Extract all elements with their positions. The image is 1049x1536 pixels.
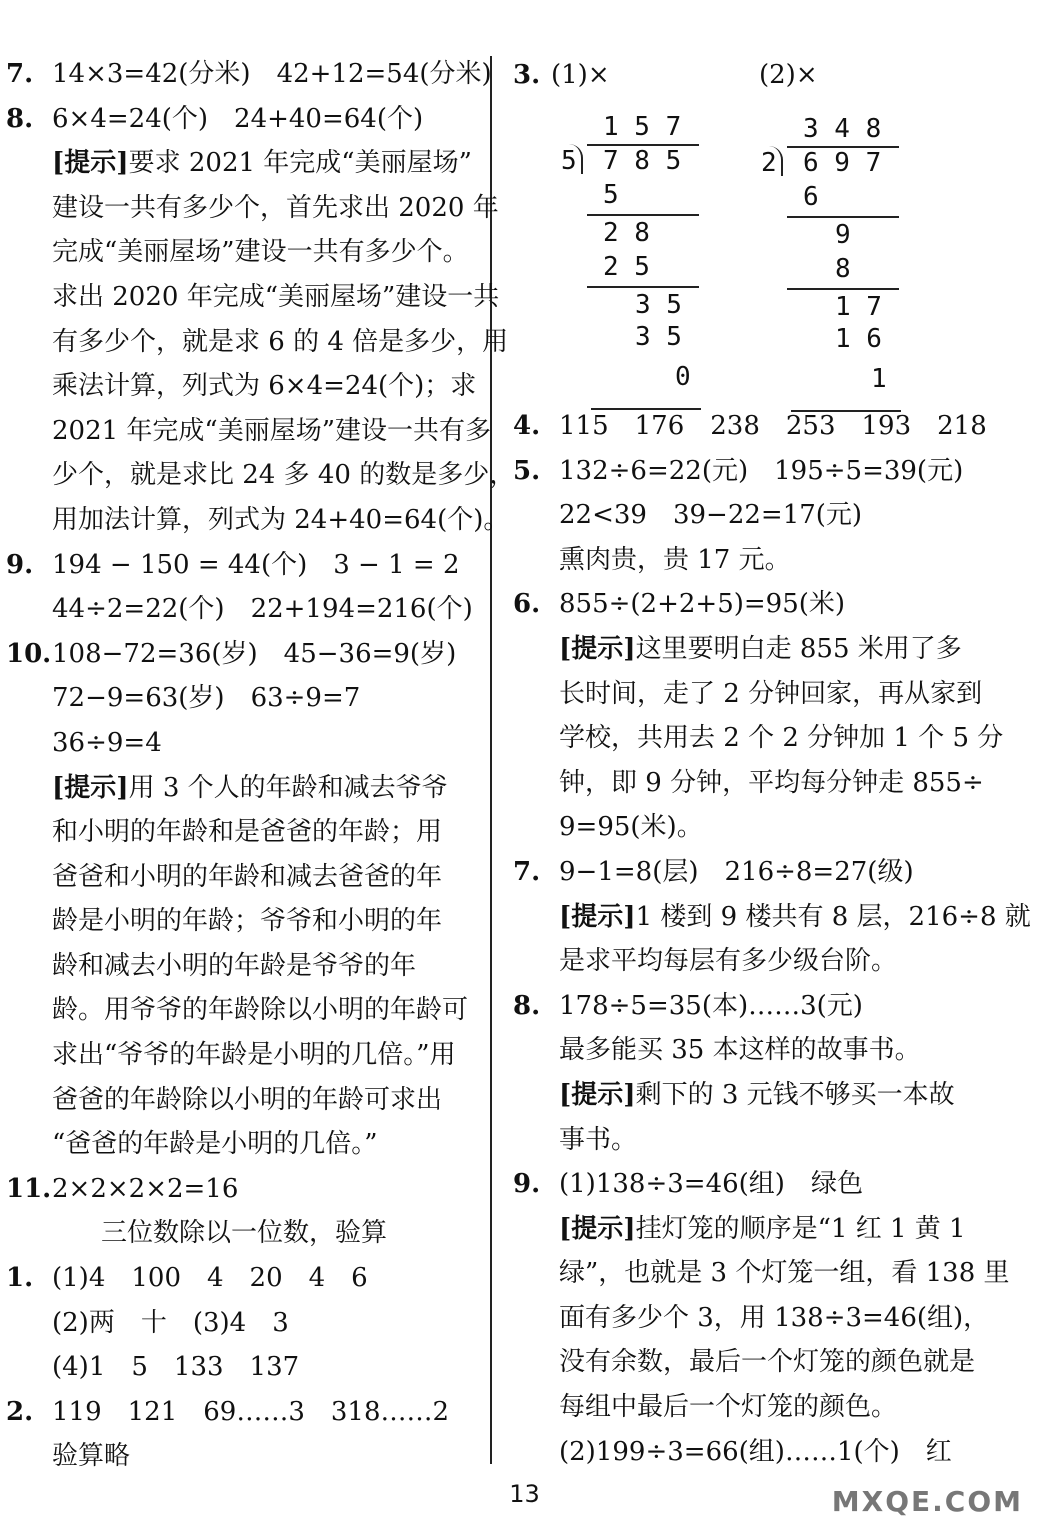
answer-line: [0, 676, 488, 721]
text-body: 这里要明白走 855 米用了多: [635, 633, 962, 664]
answer-text: [559, 1296, 989, 1341]
text-body: 龄。用爷爷的年龄除以小明的年龄可: [52, 995, 469, 1026]
final-remainder-1: 0: [675, 362, 691, 392]
text-body: 14×3=42(分米) 42+12=54(分米): [52, 59, 492, 89]
answer-text: [52, 230, 469, 275]
step-1-subtract: 6: [803, 182, 819, 212]
step-line: [587, 286, 699, 288]
answer-line: [0, 1256, 488, 1301]
text-body: 和小明的年龄和是爸爸的年龄；用: [52, 817, 443, 848]
text-body: 22<39 39−22=17(元): [559, 500, 863, 531]
answer-line: [0, 1078, 488, 1123]
answer-text: [52, 1122, 378, 1167]
text-body: 长时间，走了 2 分钟回家，再从家到: [559, 678, 983, 709]
text-body: 完成“美丽屋场”建设一共有多少个。: [52, 237, 469, 268]
step-3-subtract: 1 6: [835, 324, 882, 354]
divisor-1: 5: [561, 146, 577, 176]
answer-text: [52, 810, 442, 855]
answer-text: [559, 895, 1031, 940]
answer-text: [559, 850, 914, 895]
text-body: 最多能买 35 本这样的故事书。: [559, 1035, 921, 1066]
question-number: 6.: [513, 589, 541, 620]
answer-text: [52, 543, 460, 588]
text-body: 108−72=36(岁) 45−36=9(岁): [52, 638, 457, 669]
answer-text: [559, 627, 962, 672]
answer-text: [559, 1073, 955, 1118]
text-body: 132÷6=22(元) 195÷5=39(元): [559, 455, 964, 486]
answer-text: [52, 721, 162, 766]
answer-text: [52, 1434, 130, 1479]
answer-text: [559, 493, 862, 538]
text-body: 6×4=24(个) 24+40=64(个): [52, 103, 424, 134]
text-body: 36÷9=4: [52, 727, 162, 758]
answer-line: [0, 409, 492, 454]
text-body: 1 楼到 9 楼共有 8 层，216÷8 就: [635, 901, 1031, 932]
answer-line: [507, 1430, 1049, 1475]
text-body: 9=95(米)。: [559, 812, 703, 843]
answer-line: [507, 1251, 1049, 1296]
text-body: 9−1=8(层) 216÷8=27(级): [559, 856, 914, 887]
answer-text: [52, 141, 472, 186]
answer-text: [52, 1033, 456, 1078]
text-body: 爸爸和小明的年龄和减去爸爸的年: [52, 861, 443, 892]
answer-line: [0, 766, 488, 811]
text-body: 用加法计算，列式为 24+40=64(个)。: [52, 504, 510, 535]
answer-line: [0, 498, 510, 543]
step-1-subtract: 5: [603, 180, 619, 210]
right-answer-lines: [507, 404, 1049, 1474]
answer-line: [507, 582, 1049, 627]
text-body: 194 − 150 = 44(个) 3 − 1 = 2: [52, 549, 460, 580]
answer-text: [559, 805, 703, 850]
division-bracket-2: [767, 146, 783, 176]
answer-text: [559, 1340, 975, 1385]
answer-line: [0, 1167, 488, 1212]
answer-text: [52, 186, 499, 231]
answer-text: [52, 320, 508, 365]
answer-text: [52, 988, 468, 1033]
answer-text: [559, 761, 984, 806]
answer-line: [0, 230, 488, 275]
answer-text: [559, 538, 791, 583]
answer-text: [52, 676, 360, 721]
text-body: (2)199÷3=66(组)……1(个) 红: [559, 1436, 952, 1467]
text-body: 挂灯笼的顺序是“1 红 1 黄 1: [635, 1213, 966, 1244]
answer-line: [507, 538, 1049, 583]
step-2-remainder: 1 7: [835, 292, 882, 322]
text-body: 面有多少个 3，用 138÷3=46(组)，: [559, 1302, 990, 1333]
page-number: 13: [509, 1480, 540, 1508]
answer-line: [507, 1207, 1049, 1252]
text-body: 每组中最后一个灯笼的颜色。: [559, 1392, 898, 1423]
answer-text: [52, 587, 473, 632]
answer-text: [52, 1256, 368, 1301]
answer-text: [52, 1345, 299, 1390]
text-body: 求出“爷爷的年龄是小明的几倍。”用: [52, 1040, 456, 1071]
question-number: 11.: [6, 1173, 52, 1204]
right-column: [507, 52, 1049, 1467]
answer-text: [559, 1118, 637, 1163]
answer-text: [52, 364, 476, 409]
answer-text: [559, 1251, 1010, 1296]
step-2-subtract: 2 5: [603, 252, 650, 282]
answer-text: [52, 1078, 442, 1123]
answer-text: [52, 453, 515, 498]
answer-text: [52, 1301, 289, 1346]
answer-line: [507, 672, 1049, 717]
text-body: 爸爸的年龄除以小明的年龄可求出: [52, 1084, 443, 1115]
answer-text: [559, 939, 897, 984]
text-body: 用 3 个人的年龄和减去爷爷: [128, 772, 448, 803]
step-line: [787, 216, 899, 218]
answer-line: [0, 944, 488, 989]
hint-label: [提示]: [559, 1079, 636, 1110]
answer-line: [507, 716, 1049, 761]
answer-line: [507, 850, 1049, 895]
long-division-section: [507, 52, 1049, 354]
left-column: [0, 52, 516, 1479]
answer-line: [0, 1390, 488, 1435]
answer-line: [507, 1162, 1049, 1207]
answer-text: [52, 855, 442, 900]
answer-text: [52, 97, 423, 142]
hint-label: [提示]: [52, 772, 129, 803]
text-body: 没有余数，最后一个灯笼的颜色就是: [559, 1347, 976, 1378]
final-remainder-2: 1: [871, 364, 887, 394]
answer-text: [559, 1207, 966, 1252]
question-number: 9.: [513, 1169, 541, 1200]
answer-line: [0, 186, 499, 231]
step-2-subtract: 8: [835, 254, 851, 284]
answer-line: [507, 1073, 1049, 1118]
question-number: 5.: [513, 455, 541, 486]
dividend-2: 6 9 7: [803, 148, 882, 178]
answer-text: [559, 1385, 897, 1430]
answer-line: [507, 404, 1049, 449]
answer-line: [507, 895, 1049, 940]
answer-line: [0, 52, 492, 97]
question-number: 8.: [6, 103, 34, 134]
answer-line: [0, 1345, 488, 1390]
text-body: 是求平均每层有多少级台阶。: [559, 946, 898, 977]
question-number: 3.: [513, 60, 541, 90]
quotient-1: 1 5 7: [603, 112, 682, 142]
answer-line: [507, 761, 1049, 806]
answer-line: [0, 587, 488, 632]
answer-line: [0, 632, 488, 677]
hint-label: [提示]: [559, 901, 636, 932]
text-body: 钟，即 9 分钟，平均每分钟走 855÷: [559, 767, 984, 798]
text-body: 115 176 238 253 193 218: [559, 411, 987, 441]
answer-text: [559, 1028, 921, 1073]
answer-text: [52, 766, 448, 811]
answer-text: [52, 1167, 238, 1212]
answer-line: [507, 805, 1049, 850]
step-line: [587, 214, 699, 216]
answer-text: [52, 944, 416, 989]
answer-line: [0, 899, 488, 944]
answer-text: [559, 582, 845, 627]
step-1-remainder: 9: [835, 220, 851, 250]
answer-text: [52, 899, 442, 944]
text-body: 绿”，也就是 3 个灯笼一组，看 138 里: [559, 1258, 1010, 1289]
answer-line: [0, 1033, 488, 1078]
answer-text: [52, 498, 509, 543]
dividend-1: 7 8 5: [603, 146, 682, 176]
watermark-logo: MXQE.COM: [831, 1485, 1023, 1518]
text-body: 44÷2=22(个) 22+194=216(个): [52, 594, 473, 625]
answer-line: [0, 453, 516, 498]
text-body: “爸爸的年龄是小明的几倍。”: [52, 1129, 378, 1160]
text-body: 2×2×2×2=16: [52, 1173, 239, 1204]
step-2-remainder: 3 5: [635, 290, 682, 320]
answer-text: [559, 716, 1003, 761]
text-body: 乘法计算，列式为 6×4=24(个)；求: [52, 371, 477, 402]
answer-line: [507, 627, 1049, 672]
answer-line: [0, 1211, 488, 1256]
answer-text: [559, 404, 987, 449]
answer-line: [507, 493, 1049, 538]
answer-line: [507, 984, 1049, 1029]
answer-text: [52, 409, 491, 454]
answer-line: [0, 1301, 488, 1346]
answer-line: [0, 141, 488, 186]
text-body: 龄和减去小明的年龄是爷爷的年: [52, 950, 417, 981]
answer-line: [507, 1340, 1049, 1385]
hint-label: [提示]: [559, 633, 636, 664]
answer-line: [0, 320, 509, 365]
judge-answer-2: (2)×: [759, 60, 818, 90]
question-number: 1.: [6, 1263, 34, 1294]
column-divider: [490, 56, 492, 1464]
step-1-remainder: 2 8: [603, 218, 650, 248]
answer-line: [0, 855, 488, 900]
text-body: 178÷5=35(本)……3(元): [559, 990, 863, 1021]
text-body: 熏肉贵，贵 17 元。: [559, 544, 791, 575]
answer-line: [0, 543, 488, 588]
text-body: (1)4 100 4 20 4 6: [52, 1263, 368, 1294]
answer-text: [559, 1162, 863, 1207]
text-body: 855÷(2+2+5)=95(米): [559, 589, 846, 620]
text-body: 72−9=63(岁) 63÷9=7: [52, 683, 361, 714]
hint-label: [提示]: [559, 1213, 636, 1244]
text-body: 剩下的 3 元钱不够买一本故: [635, 1079, 955, 1110]
text-body: 事书。: [559, 1124, 638, 1155]
answer-line: [0, 1434, 488, 1479]
text-body: 学校，共用去 2 个 2 分钟加 1 个 5 分: [559, 723, 1004, 754]
answer-line: [507, 449, 1049, 494]
section-title: 三位数除以一位数，验算: [100, 1218, 387, 1249]
answer-text: [52, 632, 456, 677]
question-number: 7.: [513, 856, 541, 887]
answer-line: [0, 1122, 488, 1167]
answer-line: [507, 1028, 1049, 1073]
answer-line: [0, 988, 488, 1033]
answer-line: [507, 1118, 1049, 1163]
text-body: 119 121 69……3 318……2: [52, 1396, 450, 1427]
text-body: (1)138÷3=46(组) 绿色: [559, 1169, 863, 1200]
divisor-2: 2: [761, 148, 777, 178]
answer-text: [52, 52, 492, 97]
text-body: 龄是小明的年龄；爷爷和小明的年: [52, 906, 443, 937]
division-bracket-1: [567, 144, 583, 174]
answer-line: [507, 1296, 1049, 1341]
quotient-2: 3 4 8: [803, 114, 882, 144]
text-body: 求出 2020 年完成“美丽屋场”建设一共: [52, 281, 500, 312]
question-number: 10.: [6, 638, 52, 669]
hint-label: [提示]: [52, 148, 129, 179]
text-body: 少个，就是求比 24 多 40 的数是多少，: [52, 460, 516, 491]
answer-line: [507, 1385, 1049, 1430]
question-number: 4.: [513, 411, 541, 441]
question-number: 2.: [6, 1396, 34, 1427]
step-3-subtract: 3 5: [635, 322, 682, 352]
text-body: 2021 年完成“美丽屋场”建设一共有多: [52, 415, 492, 446]
text-body: (2)两 十 (3)4 3: [52, 1307, 289, 1338]
question-number: 9.: [6, 549, 34, 580]
answer-line: [507, 939, 1049, 984]
question-number: 7.: [6, 59, 34, 89]
answer-text: [559, 449, 963, 494]
answer-text: [52, 275, 499, 320]
answer-line: [0, 97, 488, 142]
text-body: 要求 2021 年完成“美丽屋场”: [128, 148, 472, 179]
answer-text: [559, 1430, 952, 1475]
answer-text: [52, 1390, 449, 1435]
question-number: 8.: [513, 990, 541, 1021]
answer-text: [559, 672, 982, 717]
text-body: 建设一共有多少个，首先求出 2020 年: [52, 192, 499, 223]
text-body: 有多少个，就是求 6 的 4 倍是多少，用: [52, 326, 509, 357]
answer-line: [0, 810, 488, 855]
judge-answer-1: (1)×: [551, 60, 610, 90]
answer-line: [0, 721, 488, 766]
answer-line: [0, 364, 488, 409]
answer-text: [559, 984, 863, 1029]
text-body: 验算略: [52, 1441, 131, 1472]
text-body: (4)1 5 133 137: [52, 1352, 300, 1383]
step-line: [787, 288, 899, 290]
answer-line: [0, 275, 500, 320]
